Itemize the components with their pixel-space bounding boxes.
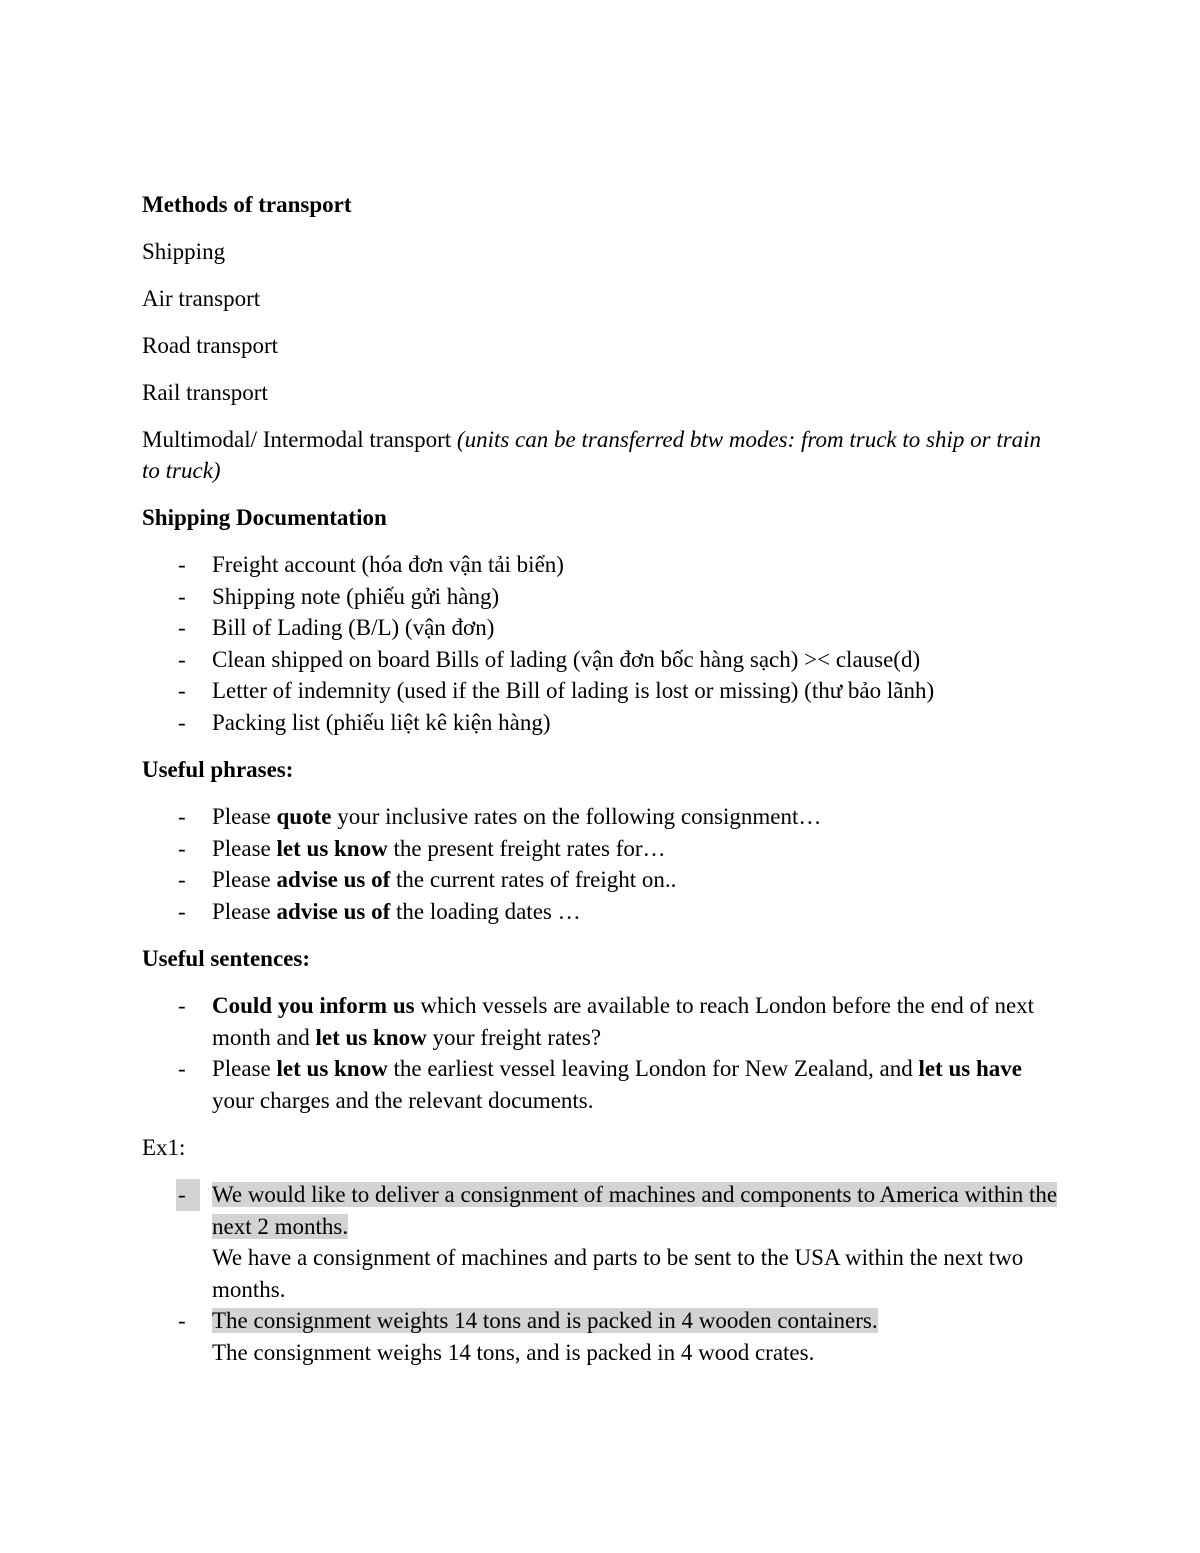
rewritten-sentence: We have a consignment of machines and parts to be sent to the USA within the next two months. <box>212 1245 1024 1302</box>
transport-method-air: Air transport <box>142 286 261 311</box>
transport-method-road: Road transport <box>142 333 279 358</box>
list-item: - Letter of indemnity (used if the Bill of lading is lost or missing) (thư bảo lãnh) <box>212 675 1062 707</box>
exercise-item <box>212 1179 1062 1305</box>
useful-sentences-list <box>142 990 1062 1116</box>
exercise-list <box>142 1179 1062 1368</box>
multimodal-note: (units can be transferred btw modes: from truck to ship or train to truck) <box>142 427 1042 483</box>
transport-method-shipping: Shipping <box>142 239 226 264</box>
list-item: - Please let us know the earliest vessel leaving London for New Zealand, and let us have your charges and the relevant documents. <box>212 1053 1062 1116</box>
list-item: - Please quote your inclusive rates on the following consignment… <box>212 801 1062 833</box>
list-item: - Clean shipped on board Bills of lading (vận đơn bốc hàng sạch) >< clause(d) <box>212 644 1062 676</box>
list-item: - Packing list (phiếu liệt kê kiện hàng) <box>212 707 1062 739</box>
transport-method-rail: Rail transport <box>142 380 268 405</box>
transport-method-multimodal <box>142 424 1062 486</box>
heading-useful-sentences: Useful sentences: <box>142 946 310 971</box>
heading-useful-phrases: Useful phrases: <box>142 757 294 782</box>
exercise-item <box>212 1305 1062 1368</box>
heading-methods-of-transport: Methods of transport <box>142 192 352 217</box>
multimodal-label: Multimodal/ Intermodal transport <box>142 427 452 452</box>
original-sentence: We would like to deliver a consignment of machines and components to America within the next 2 months. <box>212 1182 1058 1239</box>
list-item: - Could you inform us which vessels are available to reach London before the end of next month and let us know your freight rates? <box>212 990 1062 1053</box>
shipping-docs-list <box>142 549 1062 738</box>
document-page <box>142 189 1062 1384</box>
rewritten-sentence: The consignment weighs 14 tons, and is packed in 4 wood crates. <box>212 1339 815 1365</box>
list-item: - Shipping note (phiếu gửi hàng) <box>212 581 1062 613</box>
list-item: - Please advise us of the loading dates … <box>212 896 1062 928</box>
list-item: - Please advise us of the current rates of freight on.. <box>212 864 1062 896</box>
original-sentence: The consignment weights 14 tons and is packed in 4 wooden containers. <box>212 1308 878 1333</box>
list-item: - Bill of Lading (B/L) (vận đơn) <box>212 612 1062 644</box>
exercise-label: Ex1: <box>142 1135 186 1160</box>
list-item: - Please let us know the present freight rates for… <box>212 833 1062 865</box>
list-item: - Freight account (hóa đơn vận tải biển) <box>212 549 1062 581</box>
useful-phrases-list <box>142 801 1062 927</box>
heading-shipping-documentation: Shipping Documentation <box>142 505 387 530</box>
